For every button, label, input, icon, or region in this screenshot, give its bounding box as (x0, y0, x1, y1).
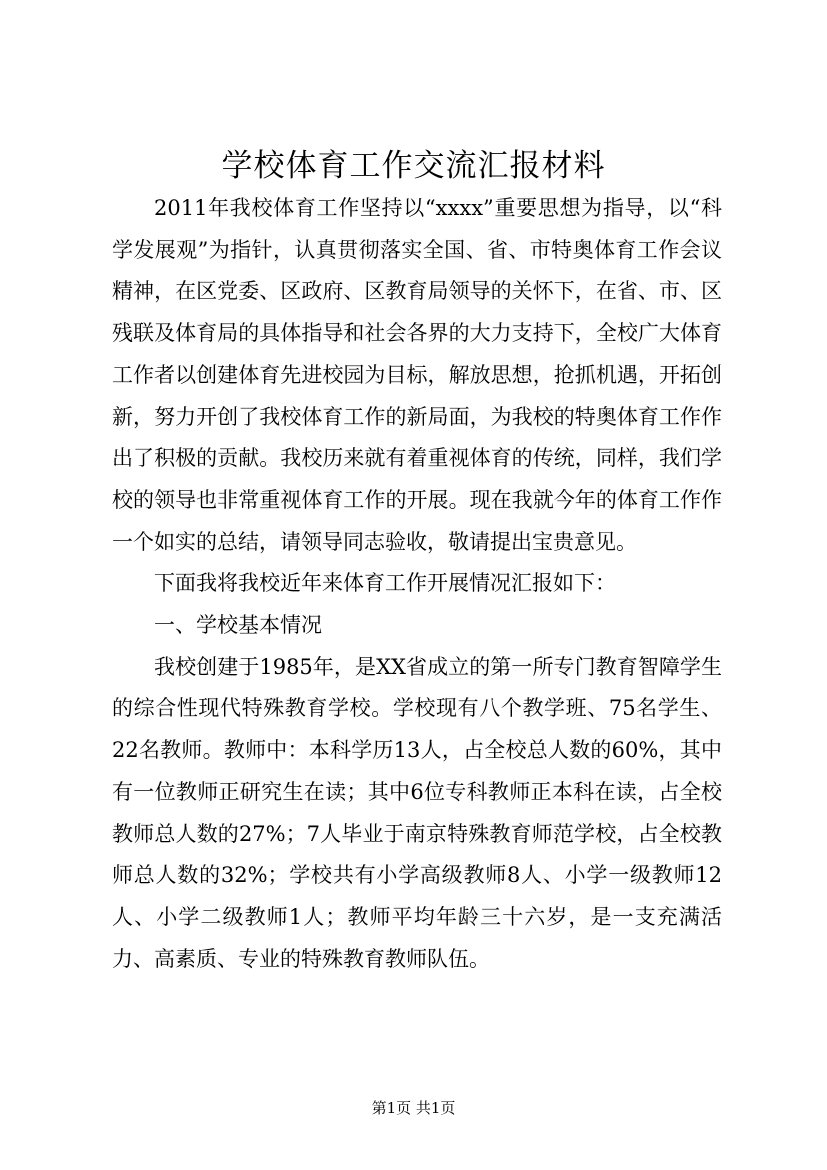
page-footer: 第1页 共1页 (371, 1099, 456, 1117)
paragraph-intro: 2011年我校体育工作坚持以“xxxx”重要思想为指导，以“科学发展观”为指针，认真贯彻落实全国、省、市特奥体育工作会议精神，在区党委、区政府、区教育局领导的关怀下，在省、市、区残联及体育局的具体指导和社会各界的大力支持下，全校广大体育工作者以创建体育先进校园为目标，解放思想，抢抓机遇，开拓创新，努力开创了我校体育工作的新局面，为我校的特奥体育工作作出了积极的贡献。我校历来就有着重视体育的传统，同样，我们学校的领导也非常重视体育工作的开展。现在我就今年的体育工作作一个如实的总结，请领导同志验收，敬请提出宝贵意见。 (112, 196, 722, 554)
document-title: 学校体育工作交流汇报材料 (221, 148, 606, 184)
section-heading-school-basics: 一、学校基本情况 (154, 613, 322, 638)
paragraph-school-basics: 我校创建于1985年，是XX省成立的第一所专门教育智障学生的综合性现代特殊教育学校。学校现有八个教学班、75名学生、22名教师。教师中：本科学历13人，占全校总人数的60%，其中有一位教师正研究生在读；其中6位专科教师正本科在读，占全校教师总人数的27%；7人毕业于南京特殊教育师范学校，占全校教师总人数的32%；学校共有小学高级教师8人、小学一级教师12人、小学二级教师1人；教师平均年龄三十六岁，是一支充满活力、高素质、专业的特殊教育教师队伍。 (112, 654, 722, 971)
paragraph-report-lead: 下面我将我校近年来体育工作开展情况汇报如下： (154, 571, 616, 596)
document-body (112, 188, 722, 980)
